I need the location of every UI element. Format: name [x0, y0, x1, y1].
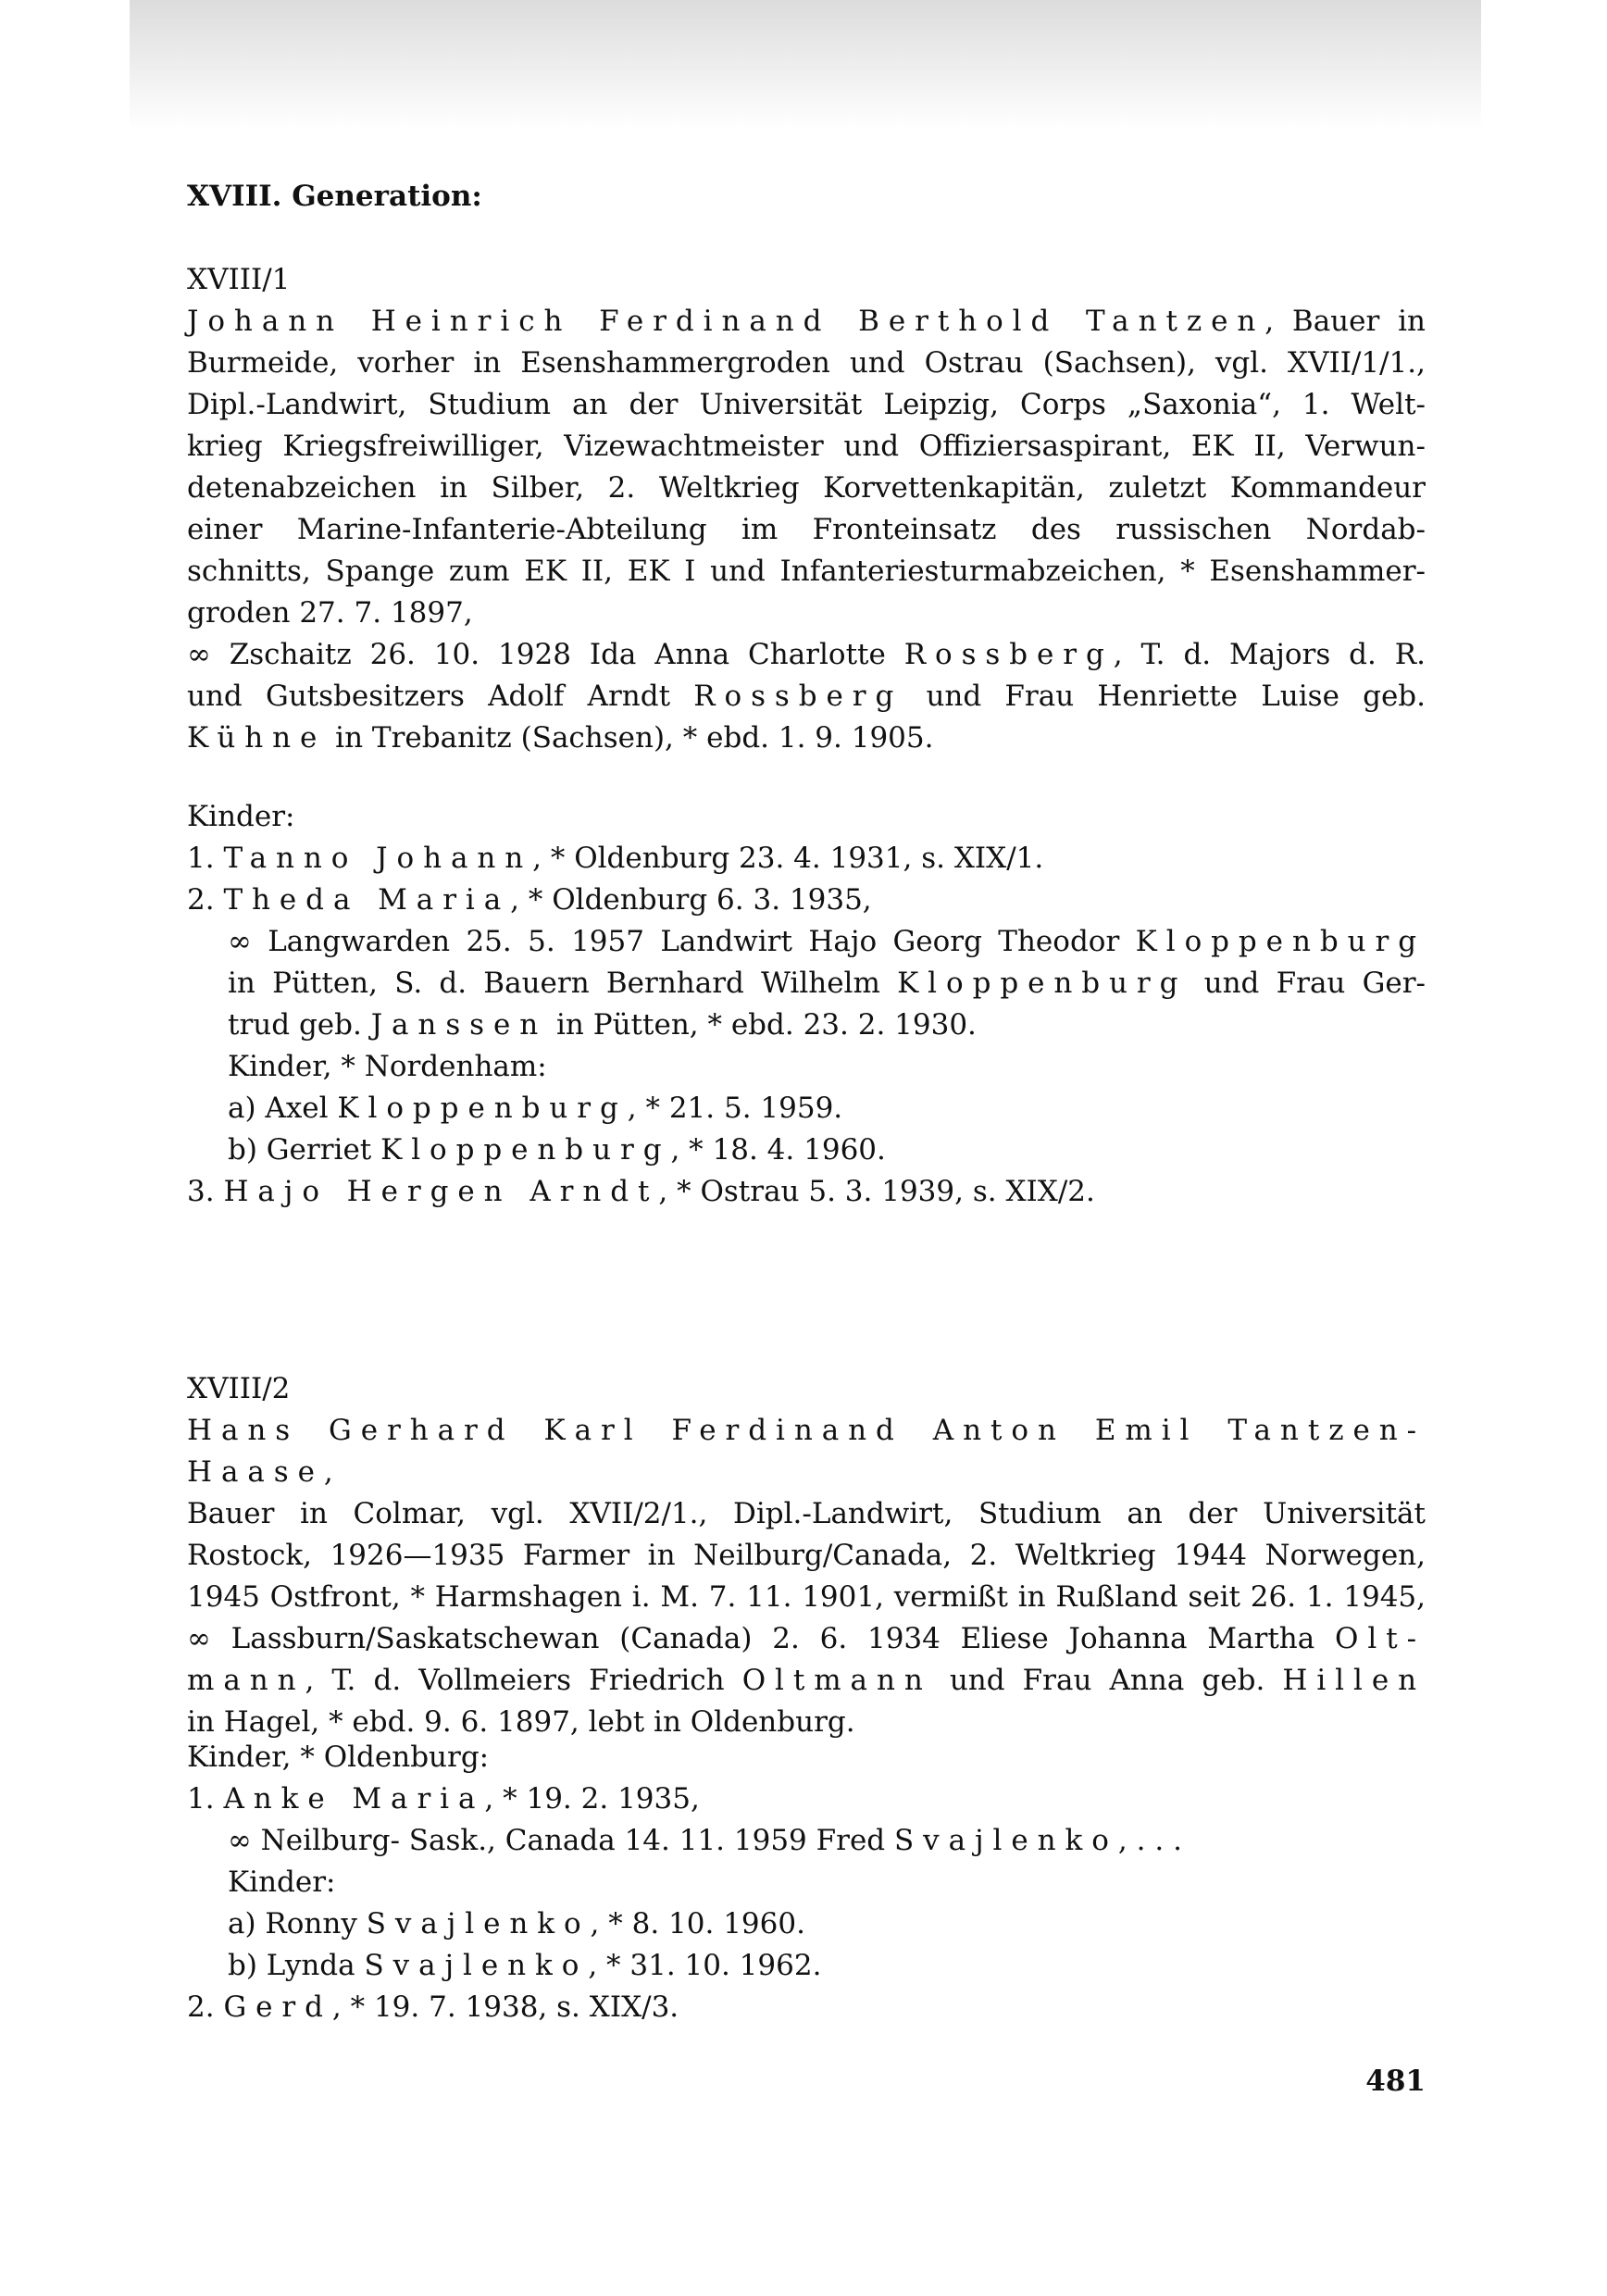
- person-name: Svajlenko: [366, 1907, 591, 1940]
- entry-line: 1945 Ostfront, * Harmshagen i. M. 7. 11. 1901, vermißt in Rußland seit 26. 1. 1945,: [187, 1580, 1426, 1614]
- entry-id: XVIII/1: [187, 263, 291, 296]
- children-label: Kinder:: [187, 800, 295, 833]
- person-name: Hans Gerhard Karl Ferdinand Anton Emil Tantzen-Haase,: [187, 1414, 1426, 1489]
- entry-line: in Pütten, S. d. Bauern Bernhard Wilhelm Kloppenburg und Frau Ger-: [228, 967, 1426, 1000]
- entry-line: und Gutsbesitzers Adolf Arndt Rossberg und Frau Henriette Luise geb.: [187, 680, 1426, 713]
- entry-line: Bauer in Colmar, vgl. XVII/2/1., Dipl.-Landwirt, Studium an der Universität: [187, 1497, 1426, 1530]
- entry-line: Rostock, 1926—1935 Farmer in Neilburg/Canada, 2. Weltkrieg 1944 Norwegen,: [187, 1539, 1426, 1572]
- person-name: Svajlenko: [364, 1949, 589, 1982]
- entry-line: detenabzeichen in Silber, 2. Weltkrieg Korvettenkapitän, zuletzt Kommandeur: [187, 471, 1426, 505]
- person-name: Hajo Hergen Arndt: [223, 1175, 659, 1208]
- person-name: mann: [187, 1664, 305, 1697]
- marriage-line: ∞ Langwarden 25. 5. 1957 Landwirt Hajo Georg Theodor Kloppenburg: [228, 925, 1426, 958]
- entry-line: schnitts, Spange zum EK II, EK I und Infanteriesturmabzeichen, * Esenshammer-: [187, 555, 1426, 588]
- person-name: Kloppenburg: [897, 967, 1188, 1000]
- entry-line: trud geb. Janssen in Pütten, * ebd. 23. 2. 1930.: [228, 1008, 977, 1042]
- marriage-line: ∞ Zschaitz 26. 10. 1928 Ida Anna Charlotte Rossberg, T. d. Majors d. R.: [187, 638, 1426, 671]
- grandchild-item: a) Axel Kloppenburg, * 21. 5. 1959.: [228, 1092, 843, 1125]
- child-item: 2. Gerd, * 19. 7. 1938, s. XIX/3.: [187, 1990, 679, 2024]
- entry-line: Kühne in Trebanitz (Sachsen), * ebd. 1. 9. 1905.: [187, 721, 934, 755]
- person-name: Janssen: [370, 1008, 548, 1042]
- entry-line: mann, T. d. Vollmeiers Friedrich Oltmann und Frau Anna geb. Hillen: [187, 1664, 1426, 1697]
- child-item: 1. Tanno Johann, * Oldenburg 23. 4. 1931, s. XIX/1.: [187, 842, 1044, 875]
- entry-line: einer Marine-Infanterie-Abteilung im Fronteinsatz des russischen Nordab-: [187, 513, 1426, 546]
- person-name: Rossberg: [693, 680, 903, 713]
- marriage-line: ∞ Neilburg- Sask., Canada 14. 11. 1959 Fred Svajlenko,...: [228, 1824, 1191, 1857]
- person-name: Kloppenburg: [337, 1092, 628, 1125]
- person-name: Theda Maria: [223, 883, 511, 917]
- section-xviii-1: [187, 259, 1426, 759]
- page-number: 481: [1365, 2065, 1426, 2098]
- person-name: Oltmann: [741, 1664, 932, 1697]
- entry-id: XVIII/2: [187, 1372, 291, 1405]
- person-name: Svajlenko,...: [894, 1824, 1191, 1857]
- grandchild-item: b) Lynda Svajlenko, * 31. 10. 1962.: [228, 1949, 822, 1982]
- children-list-2: [187, 1737, 1426, 2028]
- person-name: Johann Heinrich Ferdinand Berthold Tantzen: [187, 305, 1265, 338]
- grandchildren-label: Kinder:: [228, 1866, 336, 1899]
- entry-line: Johann Heinrich Ferdinand Berthold Tantzen, Bauer in: [187, 305, 1426, 338]
- person-name: Kloppenburg: [1135, 925, 1426, 958]
- person-name: Hillen: [1282, 1664, 1426, 1697]
- person-name: Kühne: [187, 721, 327, 755]
- children-list-1: [187, 796, 1426, 1213]
- person-name: Anke Maria: [223, 1782, 485, 1816]
- marriage-line: ∞ Lassburn/Saskatschewan (Canada) 2. 6. 1934 Eliese Johanna Martha Olt-: [187, 1622, 1426, 1655]
- entry-line: krieg Kriegsfreiwilliger, Vizewachtmeister und Offiziersaspirant, EK II, Verwun-: [187, 430, 1426, 463]
- entry-line: Burmeide, vorher in Esenshammergroden und Ostrau (Sachsen), vgl. XVII/1/1.,: [187, 346, 1426, 380]
- entry-line: in Hagel, * ebd. 9. 6. 1897, lebt in Oldenburg.: [187, 1705, 855, 1739]
- person-name: Rossberg: [903, 638, 1114, 671]
- grandchild-item: b) Gerriet Kloppenburg, * 18. 4. 1960.: [228, 1133, 886, 1167]
- children-label: Kinder, * Oldenburg:: [187, 1741, 490, 1774]
- child-item: 1. Anke Maria, * 19. 2. 1935,: [187, 1782, 700, 1816]
- grandchildren-label: Kinder, * Nordenham:: [228, 1050, 547, 1083]
- person-name: Gerd: [223, 1990, 332, 2024]
- child-item: 2. Theda Maria, * Oldenburg 6. 3. 1935,: [187, 883, 872, 917]
- generation-heading: XVIII. Generation:: [187, 180, 482, 213]
- book-page: [187, 0, 1426, 2296]
- section-xviii-2: [187, 1368, 1426, 1743]
- person-name: Kloppenburg: [380, 1133, 671, 1167]
- entry-line: groden 27. 7. 1897,: [187, 596, 473, 630]
- person-name: Olt-: [1335, 1622, 1426, 1655]
- entry-line: Dipl.-Landwirt, Studium an der Universität Leipzig, Corps „Saxonia“, 1. Welt-: [187, 388, 1426, 421]
- person-name: Tanno Johann: [223, 842, 533, 875]
- child-item: 3. Hajo Hergen Arndt, * Ostrau 5. 3. 1939, s. XIX/2.: [187, 1175, 1095, 1208]
- grandchild-item: a) Ronny Svajlenko, * 8. 10. 1960.: [228, 1907, 805, 1940]
